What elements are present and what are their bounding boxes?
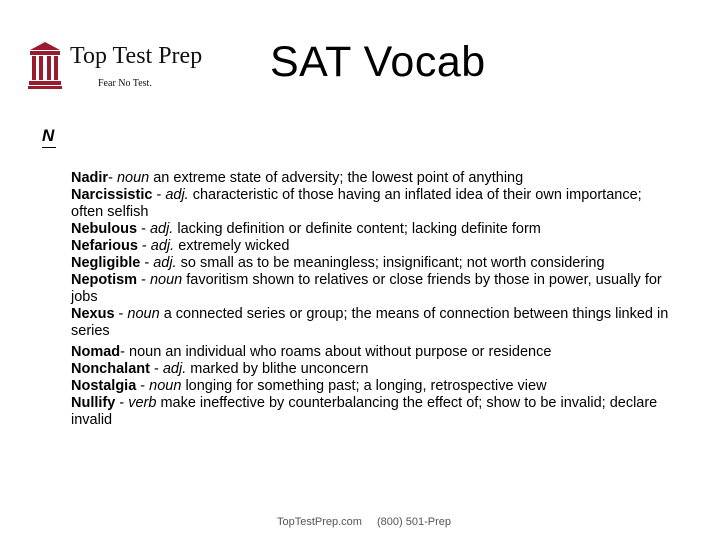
vocab-separator: - [137,272,150,288]
vocab-entry [71,272,671,306]
vocab-term: Nadir [71,170,109,186]
vocab-separator: - [137,238,151,254]
footer-phone: (800) 501-Prep [377,516,452,528]
vocab-definition: extremely wicked [174,238,290,254]
vocab-term: Nebulous [71,221,138,237]
vocab-definition: marked by blithe unconcern [186,361,369,377]
vocab-term: Negligible [71,255,141,271]
vocab-entry [71,306,671,340]
columns-logo-icon [28,40,62,90]
vocab-definition: an extreme state of adversity; the lowest point of anything [149,170,524,186]
vocab-entry [71,378,671,395]
vocab-separator: - [120,344,130,360]
vocab-term: Nepotism [71,272,138,288]
vocab-term: Nexus [71,306,115,322]
brand-tagline: Fear No Test. [98,78,152,89]
vocab-part-of-speech: verb [128,395,157,411]
section-letter-underline [42,147,56,148]
vocab-separator: - [115,395,129,411]
vocab-part-of-speech: adj. [149,221,174,237]
vocab-part-of-speech: noun [116,170,150,186]
vocab-entry [71,187,671,221]
vocab-separator: - [136,378,150,394]
footer-site-link[interactable]: TopTestPrep.com [276,516,362,528]
vocab-part-of-speech: adj. [150,238,175,254]
vocab-term: Nefarious [71,238,138,254]
vocab-definition: make ineffective by counterbalancing the effect of; show to be invalid; declare invalid [71,395,658,428]
vocab-term: Nonchalant [71,361,150,377]
vocab-definition: lacking definition or definite content; lacking definite form [173,221,541,237]
vocab-separator: - [140,255,154,271]
brand-logo [28,40,203,100]
vocab-separator: - [149,361,163,377]
brand-name: Top Test Prep [70,43,203,69]
vocab-definition: noun an individual who roams about without purpose or residence [129,344,552,360]
vocab-entry [71,395,671,429]
vocab-separator: - [152,187,166,203]
vocab-term: Nomad [71,344,121,360]
vocab-entry [71,344,671,361]
vocab-entry [71,238,671,255]
footer [0,516,728,528]
vocab-part-of-speech: adj. [153,255,177,271]
vocab-separator: - [114,306,128,322]
vocab-definition: favoritism shown to relatives or close friends by those in power, usually for jobs [71,272,662,305]
vocab-entry [71,170,671,187]
vocab-part-of-speech: noun [127,306,160,322]
section-letter: N [42,126,55,145]
vocab-definition: characteristic of those having an inflated idea of their own importance; often selfish [71,187,642,220]
vocab-part-of-speech: adj. [162,361,187,377]
vocab-part-of-speech: adj. [165,187,189,203]
vocab-term: Nostalgia [71,378,137,394]
vocab-definition: so small as to be meaningless; insignificant; not worth considering [176,255,605,271]
vocab-list [71,170,671,429]
vocab-entry [71,221,671,238]
vocab-separator: - [108,170,117,186]
vocab-term: Nullify [71,395,116,411]
vocab-part-of-speech: noun [149,272,183,288]
vocab-entry [71,255,671,272]
vocab-term: Narcissistic [71,187,153,203]
page-title: SAT Vocab [270,38,486,86]
vocab-definition: longing for something past; a longing, retrospective view [181,378,547,394]
vocab-separator: - [137,221,150,237]
vocab-definition: a connected series or group; the means of connection between things linked in series [71,306,669,339]
vocab-entry [71,361,671,378]
vocab-part-of-speech: noun [149,378,182,394]
